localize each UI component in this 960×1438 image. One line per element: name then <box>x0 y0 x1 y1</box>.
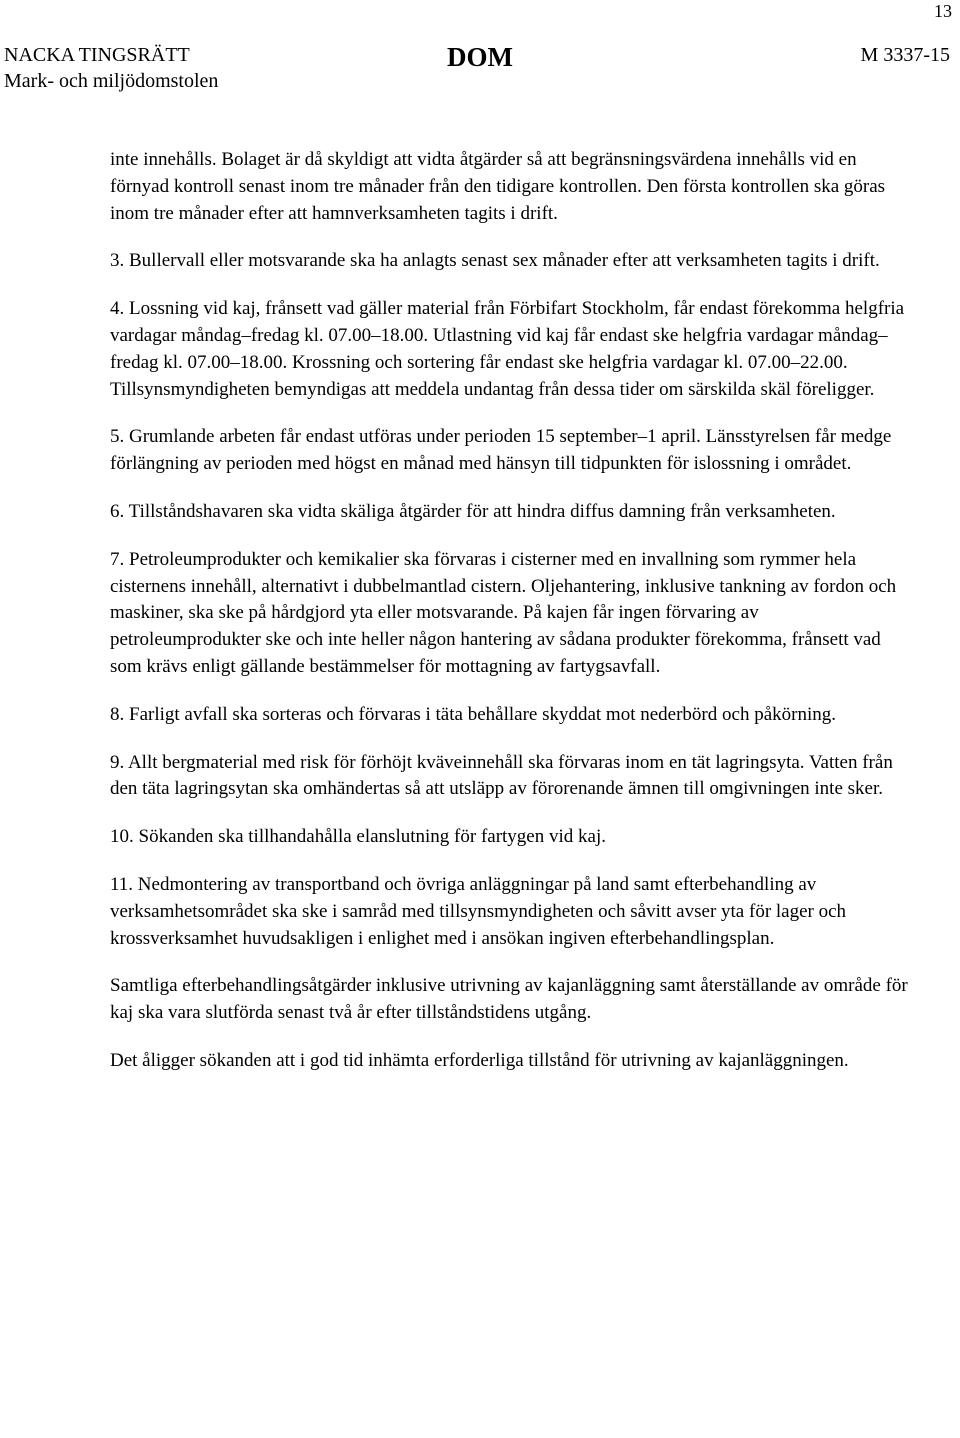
paragraph-condition-8: 8. Farligt avfall ska sorteras och förvaras i täta behållare skyddat mot nederbörd och påkörning. <box>110 703 836 725</box>
page-number: 13 <box>934 1 952 21</box>
paragraph-continuation: inte innehålls. Bolaget är då skyldigt att vidta åtgärder så att begränsningsvärdena innehålls vid en förnyad kontroll senast inom tre månader från den tidigare kontrollen. Den första kontrollen ska göras inom tre månader efter att hamnverksamheten tagits i drift. <box>110 149 886 224</box>
paragraph-condition-3: 3. Bullervall eller motsvarande ska ha anlagts senast sex månader efter att verksamheten tagits i drift. <box>110 250 880 272</box>
paragraph-restoration: Samtliga efterbehandlingsåtgärder inklusive utrivning av kajanläggning samt återställande av område för kaj ska vara slutförda senast två år efter tillståndstidens utgång. <box>110 975 908 1024</box>
paragraph-condition-11: 11. Nedmontering av transportband och övriga anläggningar på land samt efterbehandling av verksamhetsområdet ska ske i samråd med tillsynsmyndigheten och såvitt avser yta för lager och krossverksamhet huvudsakligen i enlighet med i ansökan ingiven efterbehandlingsplan. <box>110 873 847 949</box>
paragraph-permits: Det åligger sökanden att i god tid inhämta erforderliga tillstånd för utrivning av kajanläggningen. <box>110 1049 849 1071</box>
court-name: NACKA TINGSRÄTT <box>4 44 190 66</box>
document-body <box>110 147 910 1075</box>
document-type: DOM <box>447 42 513 72</box>
paragraph-condition-4: 4. Lossning vid kaj, frånsett vad gäller material från Förbifart Stockholm, får endast förekomma helgfria vardagar måndag–fredag kl. 07.00–18.00. Utlastning vid kaj får endast ske helgfria vardagar måndag–fredag kl. 07.00–18.00. Krossning och sortering får endast ske helgfria vardagar kl. 07.00–22.00. Tillsynsmyndigheten bemyndigas att meddela undantag från dessa tider om särskilda skäl föreligger. <box>110 298 905 400</box>
paragraph-condition-6: 6. Tillståndshavaren ska vidta skäliga åtgärder för att hindra diffus damning från verksamheten. <box>110 500 836 522</box>
paragraph-condition-9: 9. Allt bergmaterial med risk för förhöjt kväveinnehåll ska förvaras inom en tät lagringsyta. Vatten från den täta lagringsytan ska omhändertas så att utsläpp av förorenande ämnen till omgivningen inte sker. <box>110 751 893 800</box>
paragraph-condition-10: 10. Sökanden ska tillhandahålla elanslutning för fartygen vid kaj. <box>110 826 606 848</box>
paragraph-condition-5: 5. Grumlande arbeten får endast utföras under perioden 15 september–1 april. Länsstyrelsen får medge förlängning av perioden med högst en månad med hänsyn till tidpunkten för islossning i området. <box>110 426 892 475</box>
court-division: Mark- och miljödomstolen <box>4 70 219 92</box>
case-number: M 3337-15 <box>860 44 950 66</box>
paragraph-condition-7: 7. Petroleumprodukter och kemikalier ska förvaras i cisterner med en invallning som rymmer hela cisternens innehåll, alternativt i dubbelmantlad cistern. Oljehantering, inklusive tankning av fordon och maskiner, ska ske på hårdgjord yta eller motsvarande. På kajen får ingen förvaring av petroleumprodukter ske och inte heller någon hantering av sådana produkter förekomma, frånsett vad som krävs enligt gällande bestämmelser för mottagning av fartygsavfall. <box>110 548 897 677</box>
